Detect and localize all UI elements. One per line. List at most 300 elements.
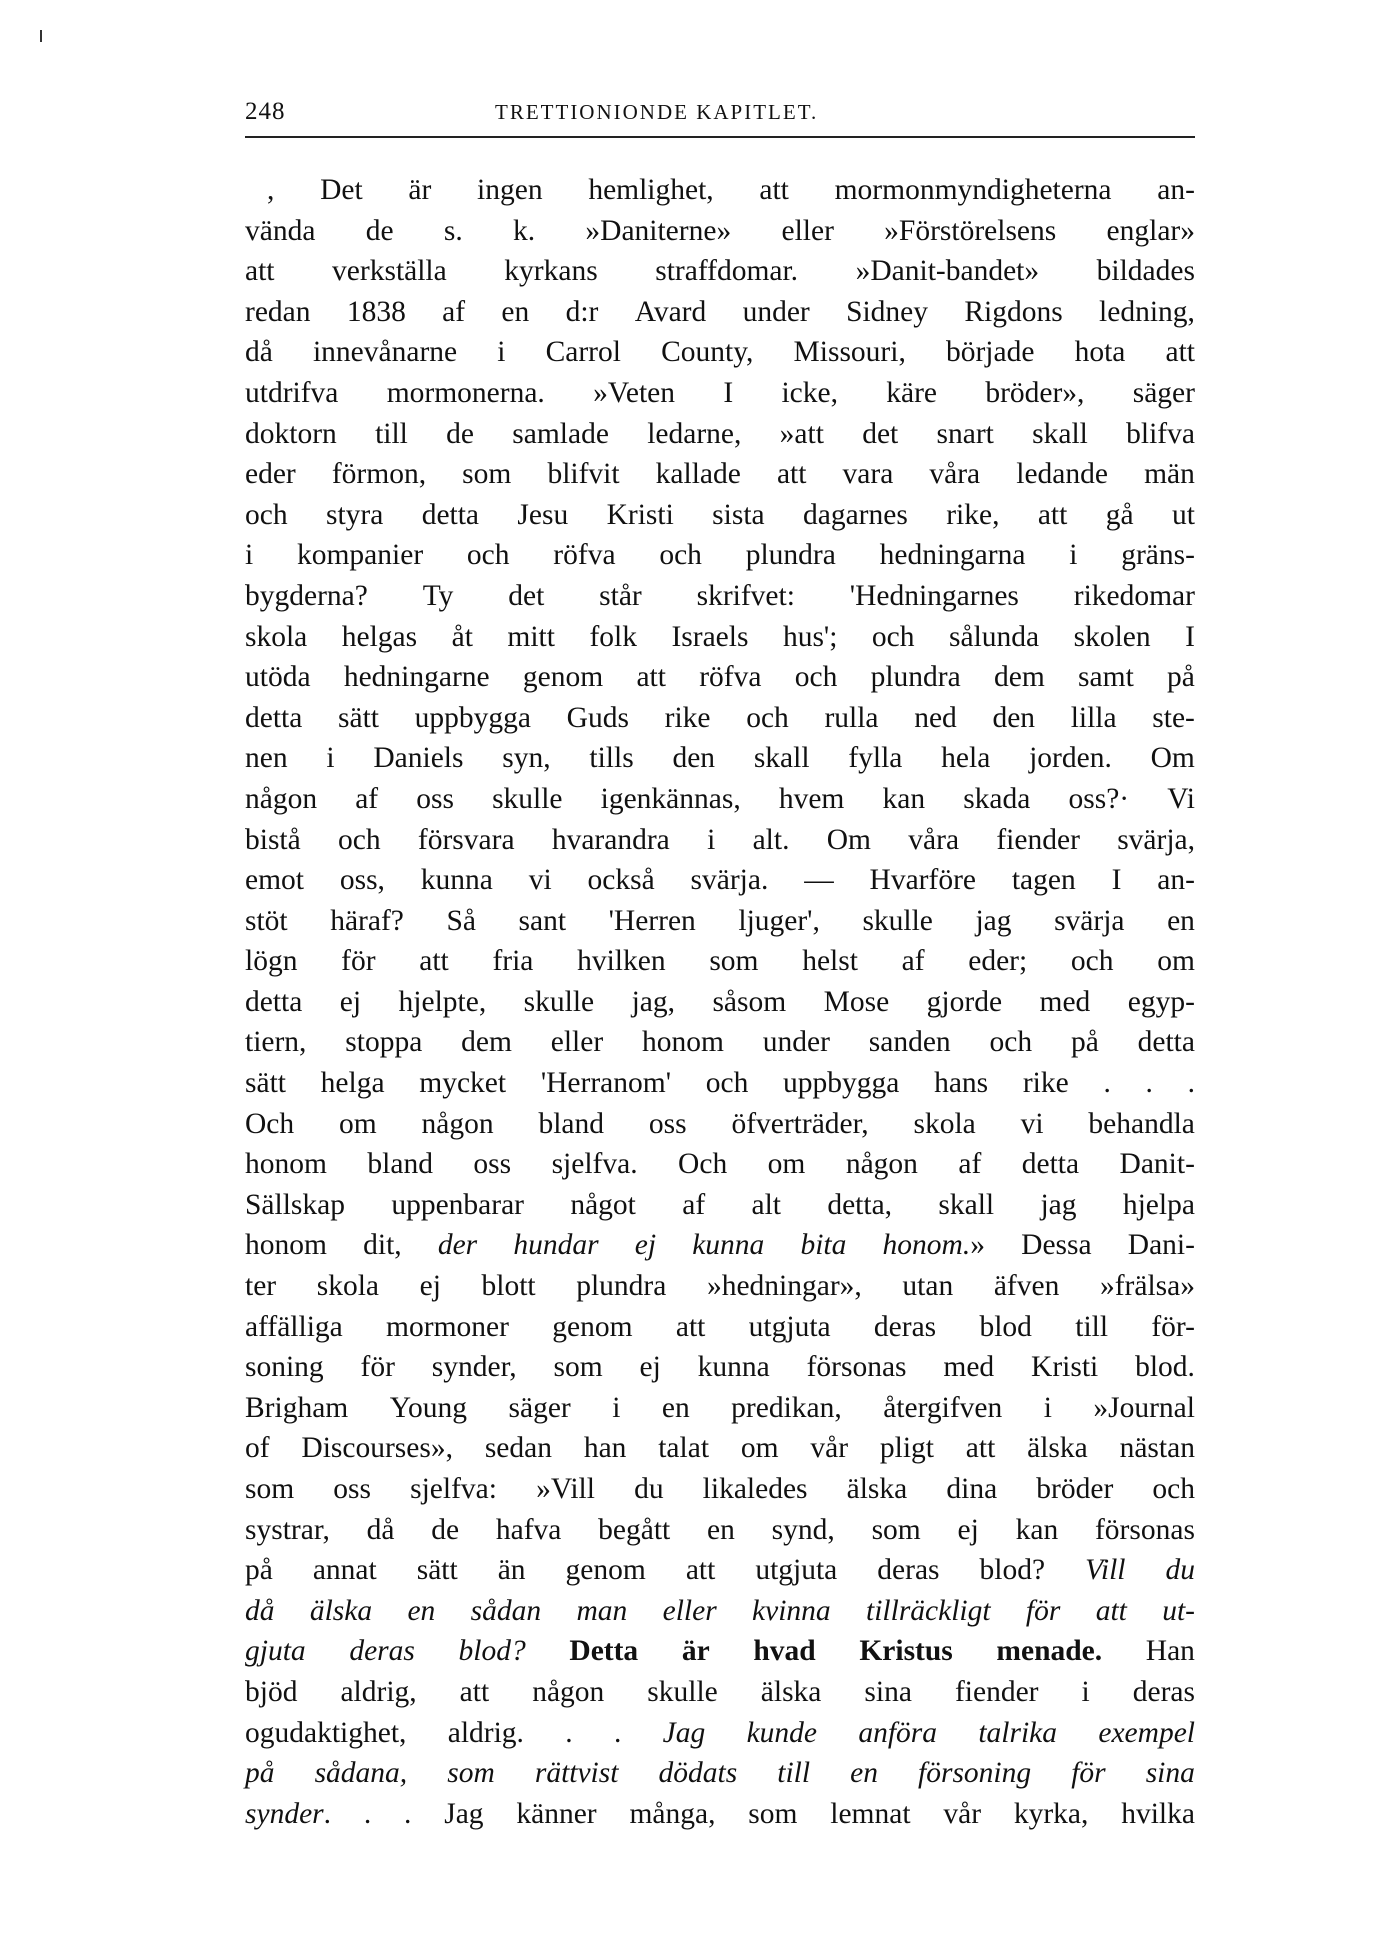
word-part: med (943, 1351, 995, 1384)
word (245, 1388, 348, 1429)
word-part: ej (419, 1270, 441, 1303)
word (538, 1104, 604, 1145)
word (640, 1347, 661, 1388)
word-part: skola (913, 1107, 976, 1140)
word (943, 1347, 994, 1388)
word (245, 1510, 330, 1551)
word (444, 1794, 483, 1835)
word-part: om (740, 1432, 779, 1465)
word-part: röfva (553, 539, 616, 572)
word (492, 779, 562, 820)
word (245, 657, 311, 698)
word (349, 1631, 415, 1672)
text-line (245, 738, 1195, 779)
word-part: »Förstörelsens (884, 214, 1057, 247)
word (245, 1713, 406, 1754)
word (245, 332, 273, 373)
word-part: menade. (996, 1635, 1103, 1668)
word-part: oss (648, 1107, 687, 1140)
word-part: rike, (946, 498, 1000, 531)
word-part: vår (810, 1432, 849, 1465)
word (698, 1347, 770, 1388)
word-part: försonas (806, 1351, 907, 1384)
word-part: att (419, 945, 449, 978)
word (752, 1591, 831, 1632)
word (902, 941, 925, 982)
word (731, 1104, 868, 1145)
word (552, 1144, 638, 1185)
word-part: der (437, 1229, 478, 1262)
word-part: uppenbarar (391, 1188, 524, 1221)
word-part: sjelfva: (410, 1473, 497, 1505)
word-part: då (366, 1513, 395, 1546)
word (338, 698, 379, 739)
word (1167, 779, 1195, 820)
word (966, 1428, 996, 1469)
word-part: Kristus (859, 1635, 953, 1668)
word (1071, 1022, 1099, 1063)
word (317, 1266, 379, 1307)
word (497, 332, 505, 373)
word (446, 414, 474, 455)
word (994, 1266, 1060, 1307)
word (877, 1550, 939, 1591)
word (746, 698, 789, 739)
word (883, 1388, 1002, 1429)
word-part: . (1145, 1067, 1153, 1100)
text-line (245, 1185, 1195, 1226)
text-line (245, 657, 1195, 698)
word-part: skulle (862, 904, 933, 937)
word (340, 860, 385, 901)
word-part: detta (1137, 1026, 1195, 1059)
word (245, 1753, 275, 1794)
word (588, 170, 713, 211)
word (647, 414, 741, 455)
word-part: lemnat (830, 1797, 911, 1830)
word-part: eller (781, 214, 834, 247)
word (452, 617, 473, 658)
word (665, 698, 711, 739)
word-part: hans (934, 1067, 989, 1100)
word-part: som (709, 945, 759, 978)
word (1100, 1266, 1195, 1307)
word-part: och (746, 701, 789, 734)
word-part: k. (512, 214, 536, 247)
word-part: styra (325, 498, 384, 531)
word-part: fylla (848, 742, 903, 775)
word (461, 1022, 512, 1063)
word (655, 251, 798, 292)
word (866, 1591, 991, 1632)
word-part: . (1187, 1067, 1195, 1100)
word-part: många, (629, 1797, 716, 1830)
word (1128, 982, 1195, 1023)
word (420, 1266, 441, 1307)
word-part: han (583, 1432, 627, 1465)
word-part: 'Hedningarnes (849, 579, 1019, 612)
word (1106, 495, 1134, 536)
word (800, 1225, 846, 1266)
word-part: säger (1132, 376, 1195, 409)
word-part: . (323, 1797, 332, 1830)
word (588, 860, 655, 901)
word-part: en (501, 295, 530, 328)
word (1026, 1591, 1060, 1632)
word (471, 1591, 541, 1632)
word-part: bland (538, 1107, 605, 1140)
word-part: ljuger', (738, 904, 820, 937)
word-part: an- (1157, 864, 1195, 897)
word (996, 820, 1080, 861)
word-part: County, (661, 336, 754, 369)
word-part: någon (845, 1148, 918, 1181)
word (399, 982, 487, 1023)
word (1071, 1753, 1105, 1794)
word-part: samt (1078, 661, 1134, 694)
word (459, 1631, 526, 1672)
word-part: ej (957, 1513, 979, 1546)
word-part: oss (333, 1473, 372, 1505)
word-part: de (431, 1513, 460, 1546)
word (975, 901, 1011, 942)
word-part: blifvit (547, 458, 620, 491)
word (245, 779, 317, 820)
word-part: detta (1021, 1148, 1080, 1181)
word-part: fiender (996, 823, 1080, 856)
word-part: blod (979, 1310, 1032, 1343)
word (1075, 332, 1126, 373)
word (636, 657, 666, 698)
word-part: våra (929, 458, 981, 491)
word (658, 1428, 709, 1469)
word-part: hota (1074, 336, 1126, 369)
word-part: att (245, 255, 275, 288)
word-part: man (576, 1594, 628, 1627)
word (422, 495, 479, 536)
word (963, 779, 1030, 820)
word-part: och (794, 661, 838, 694)
text-line (245, 1510, 1195, 1551)
word (320, 170, 363, 211)
word (492, 941, 533, 982)
word (1069, 535, 1077, 576)
word-part: doktorn (245, 417, 337, 450)
word (432, 1347, 517, 1388)
word-part: mycket (419, 1067, 507, 1100)
word (462, 454, 511, 495)
word (671, 617, 748, 658)
word (404, 1794, 411, 1835)
word-part: en (707, 1513, 735, 1546)
word (937, 414, 994, 455)
word-part: plundra (745, 539, 836, 572)
word-part: detta, (827, 1188, 893, 1221)
word-part: sanden (868, 1026, 951, 1059)
page-number: 248 (245, 98, 286, 125)
word (363, 1225, 402, 1266)
word (686, 1550, 716, 1591)
word (1021, 1104, 1044, 1145)
word-part: sätt (338, 701, 379, 734)
word (321, 1063, 385, 1104)
word (968, 941, 1027, 982)
word-part: mormonerna. (386, 376, 545, 409)
word-part: på (245, 1757, 275, 1790)
word-part: ingen (477, 174, 543, 206)
word-part: hvilka (1121, 1797, 1195, 1830)
word (864, 1672, 912, 1713)
word-part: kyrka, (1013, 1797, 1089, 1830)
word-part: sant (518, 904, 567, 937)
text-line (245, 1388, 1195, 1429)
word (747, 1713, 817, 1754)
word-part: hela (941, 742, 991, 775)
word-part: ej (634, 1229, 657, 1262)
word-part: . (1103, 1067, 1111, 1100)
word (566, 292, 599, 333)
word-part: honom (641, 1026, 724, 1059)
word-part: Jag (662, 1716, 706, 1749)
word-part: Discourses», (301, 1432, 453, 1465)
word (551, 1022, 603, 1063)
word (245, 373, 338, 414)
word (682, 1631, 710, 1672)
word-part: tiern, (245, 1026, 307, 1059)
word (570, 1185, 636, 1226)
text-line (245, 1550, 1195, 1591)
word (768, 1144, 806, 1185)
header-rule (245, 136, 1195, 138)
word (661, 332, 753, 373)
word-part: detta (245, 985, 303, 1018)
word (614, 1713, 621, 1754)
word-part: försvara (417, 823, 515, 856)
word (446, 901, 476, 942)
word (415, 698, 531, 739)
word-part: röfva (699, 661, 762, 694)
word-part: det (862, 417, 899, 450)
word (783, 1063, 899, 1104)
word (1166, 1550, 1196, 1591)
word-part: på (1070, 1026, 1099, 1059)
word-part: begått (598, 1513, 671, 1546)
word (781, 373, 838, 414)
word (753, 1631, 815, 1672)
word-part: straffdomar. (655, 255, 799, 288)
word-part: i (1069, 539, 1078, 572)
word-part: talrika (978, 1716, 1058, 1749)
word-part: för (1025, 1594, 1061, 1627)
word (1157, 170, 1195, 211)
word-part: dödats (658, 1757, 738, 1790)
word-part: skulle (492, 782, 563, 815)
word-part: Mose (823, 985, 890, 1018)
word (1071, 698, 1117, 739)
word (245, 617, 307, 658)
word-part: Carrol (545, 336, 621, 369)
word (803, 495, 908, 536)
word (1099, 292, 1195, 333)
word-part: kompanier (296, 539, 424, 572)
word-part: skulle (647, 1675, 718, 1708)
word (746, 535, 836, 576)
word (707, 1266, 862, 1307)
word (340, 1672, 416, 1713)
word-part: skall (938, 1188, 995, 1221)
text-line (245, 211, 1195, 252)
word-part: är (408, 174, 432, 206)
word-part: utgjuta (755, 1554, 838, 1587)
word-part: rikedomar (1073, 579, 1195, 612)
word-part: eller (550, 1026, 604, 1059)
word (996, 1631, 1102, 1672)
word-part: samlade (512, 417, 609, 450)
word-part: detta (421, 498, 480, 531)
word-part: Young (389, 1391, 468, 1424)
word-part: då (245, 1594, 275, 1627)
word (777, 454, 807, 495)
word (869, 1022, 951, 1063)
word-part: nästan (1119, 1432, 1195, 1465)
word (448, 1713, 524, 1754)
word (339, 1104, 377, 1145)
word-part: en (850, 1757, 878, 1790)
word-part: ned (914, 701, 957, 734)
word-part: under (762, 1026, 830, 1059)
word (355, 779, 378, 820)
word-part: annat (312, 1554, 377, 1587)
word (367, 1144, 433, 1185)
word-part: ut- (1162, 1594, 1195, 1627)
word-part: ogudaktighet, (245, 1716, 407, 1749)
word (1138, 1022, 1195, 1063)
word (367, 1510, 395, 1551)
word-part: hjelpa (1122, 1188, 1195, 1221)
word-part: Guds (566, 701, 629, 734)
word-part: hedningarne (343, 661, 490, 694)
word-part: om (339, 1107, 377, 1140)
word (245, 982, 302, 1023)
word (1022, 1144, 1079, 1185)
word-part: och (705, 1067, 749, 1100)
word-part: systrar, (245, 1513, 330, 1546)
word (938, 1185, 994, 1226)
text-line (245, 698, 1195, 739)
word-part: — (804, 864, 834, 897)
word (245, 1225, 327, 1266)
word (513, 1225, 598, 1266)
word-part: hvarandra (551, 823, 670, 856)
word-part: åt (451, 620, 473, 653)
word (366, 211, 394, 252)
word (824, 982, 890, 1023)
word-part: exempel (1098, 1716, 1195, 1749)
word-part: emot (245, 864, 304, 897)
text-line (245, 1347, 1195, 1388)
word (783, 617, 838, 658)
word-part: an- (1157, 174, 1195, 206)
word (629, 1794, 715, 1835)
word-part: sina (1145, 1757, 1195, 1790)
word (946, 1469, 997, 1510)
text-line (245, 414, 1195, 455)
word-part: detta (245, 701, 303, 734)
word-part: att (1095, 1594, 1127, 1627)
word-part: kvinna (752, 1594, 831, 1627)
word-part: våra (908, 823, 960, 856)
word (245, 211, 315, 252)
word (547, 454, 619, 495)
word-part: . (565, 1716, 573, 1749)
word (697, 576, 795, 617)
word-part: jag, (631, 985, 675, 1018)
word (741, 1428, 779, 1469)
word-part: i (245, 539, 254, 572)
word (847, 1469, 908, 1510)
word (672, 738, 715, 779)
word-part: stoppa (345, 1026, 423, 1059)
word-part: Israels (671, 620, 749, 653)
text-line (245, 860, 1195, 901)
word (990, 1022, 1033, 1063)
word-part: svärja. (690, 864, 769, 897)
word (1112, 860, 1122, 901)
word-part: Dani- (1127, 1229, 1195, 1262)
word (1071, 941, 1114, 982)
word (460, 1672, 490, 1713)
word (777, 1753, 810, 1794)
word (419, 941, 449, 982)
word-part: kyrkans (504, 255, 598, 288)
word-part: såsom (712, 985, 787, 1018)
word-part: s. (443, 214, 463, 247)
word-part: rike (1022, 1067, 1069, 1100)
word (1185, 617, 1195, 658)
word (1036, 1469, 1113, 1510)
text-line (245, 292, 1195, 333)
word (245, 576, 368, 617)
word (870, 860, 976, 901)
word-part: redan (245, 295, 311, 328)
word-part: eder (245, 458, 296, 491)
word (1085, 1550, 1125, 1591)
word (943, 1794, 981, 1835)
word-part: englar» (1106, 214, 1195, 247)
text-line (245, 982, 1195, 1023)
word-part: Sidney (846, 295, 929, 328)
word (313, 1550, 377, 1591)
word-part: och (466, 539, 510, 572)
word-part: anföra (858, 1716, 938, 1749)
word (373, 738, 463, 779)
word (941, 738, 990, 779)
word (1021, 1225, 1091, 1266)
word (419, 1063, 506, 1104)
word-part: predikan, (731, 1391, 842, 1424)
word (532, 1672, 604, 1713)
word-part: jag (1040, 1188, 1077, 1221)
word (1117, 820, 1195, 861)
word-part: deras (349, 1635, 415, 1668)
text-line (245, 1022, 1195, 1063)
word-part: icke, (781, 376, 838, 409)
text-line (245, 576, 1195, 617)
word-part: bygderna? (245, 579, 368, 612)
word (245, 1794, 331, 1835)
word-part: för (341, 945, 376, 978)
word (656, 454, 741, 495)
